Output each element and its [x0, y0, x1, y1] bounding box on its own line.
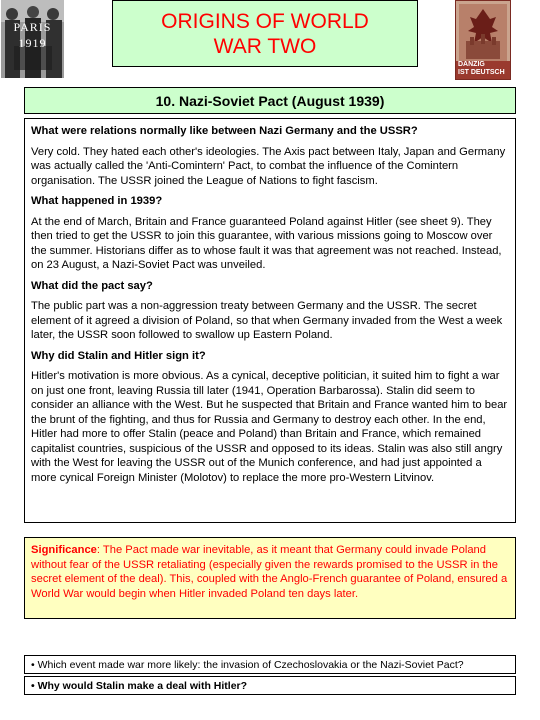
sheet-subtitle: 10. Nazi-Soviet Pact (August 1939)	[24, 87, 516, 114]
poster-caption-line-1: DANZIG	[458, 61, 485, 68]
poster-caption	[458, 61, 508, 77]
photo-caption-line-1: PARIS	[13, 20, 52, 34]
section-body-pact-terms: The public part was a non-aggression treaty between Germany and the USSR. The secret element of it agreed a division of Poland, so that when Germany invaded from the West a week later, the USSR soon followed to swallow up Eastern Poland.	[31, 300, 503, 341]
significance-text: : The Pact made war inevitable, as it meant that Germany could invade Poland without fear of the USSR retaliating (especially given the rewards promised to the USSR in the secret element of the deal). This, coupled with the Anglo-French guarantee of Poland, ensured a World War would begin when Hitler invaded Poland ten days later.	[31, 544, 508, 600]
section-body-relations: Very cold. They hated each other's ideologies. The Axis pact between Italy, Japan and Germany was actually called the 'Anti-Comintern' Pact, to combat the influence of the Comintern organisation. The USSR joined the League of Nations to fight fascism.	[31, 145, 506, 187]
section-heading-motives: Why did Stalin and Hitler sign it?	[31, 349, 206, 362]
poster-caption-line-2: IST DEUTSCH	[458, 69, 505, 76]
section-heading-pact-terms: What did the pact say?	[31, 279, 153, 292]
title-line-2: WAR TWO	[213, 34, 317, 58]
significance-box	[24, 537, 516, 619]
paris-1919-photo	[1, 0, 64, 78]
section-body-motives: Hitler's motivation is more obvious. As a cynical, deceptive politician, it suited him to fight a war on just one front, leaving Russia till later (1941, Operation Barbarossa). Stalin did seem to consider an alliance with the West. But he suspected that Britain and France wanted him to bear the brunt of the fighting, and thus for Russia and Germany to destroy each other. In the end, Hitler had more to offer Stalin (peace and Poland) than Britain and France, which remained capitalist countries, suspicious of the USSR and opposed to its ideas. Stalin was also still angry with the West for leaving the USSR out of the Munich conference, and had just appointed a more cynical Foreign Minister (Molotov) to replace the more pro-Western Litvinov.	[31, 370, 508, 484]
photo-caption-line-2: 1919	[18, 36, 47, 50]
section-heading-1939: What happened in 1939?	[31, 195, 163, 207]
main-content-box	[24, 118, 516, 523]
section-heading-relations: What were relations normally like between Nazi Germany and the USSR?	[31, 125, 418, 137]
title-line-1: ORIGINS OF WORLD	[161, 9, 369, 33]
question-2: • Why would Stalin make a deal with Hitler?	[24, 676, 516, 695]
question-1: • Which event made war more likely: the invasion of Czechoslovakia or the Nazi-Soviet Pact?	[24, 655, 516, 674]
page-title	[112, 0, 418, 67]
section-body-1939: At the end of March, Britain and France guaranteed Poland against Hitler (see sheet 9). They then tried to get the USSR to join this guarantee, with various missions going to Moscow over the summer. Historians differ as to whose fault it was that agreement was not reached. Instead, on 23 August, a Nazi-Soviet Pact was unveiled.	[31, 215, 502, 271]
danzig-poster-image	[455, 0, 511, 80]
significance-label: Significance	[31, 544, 97, 556]
